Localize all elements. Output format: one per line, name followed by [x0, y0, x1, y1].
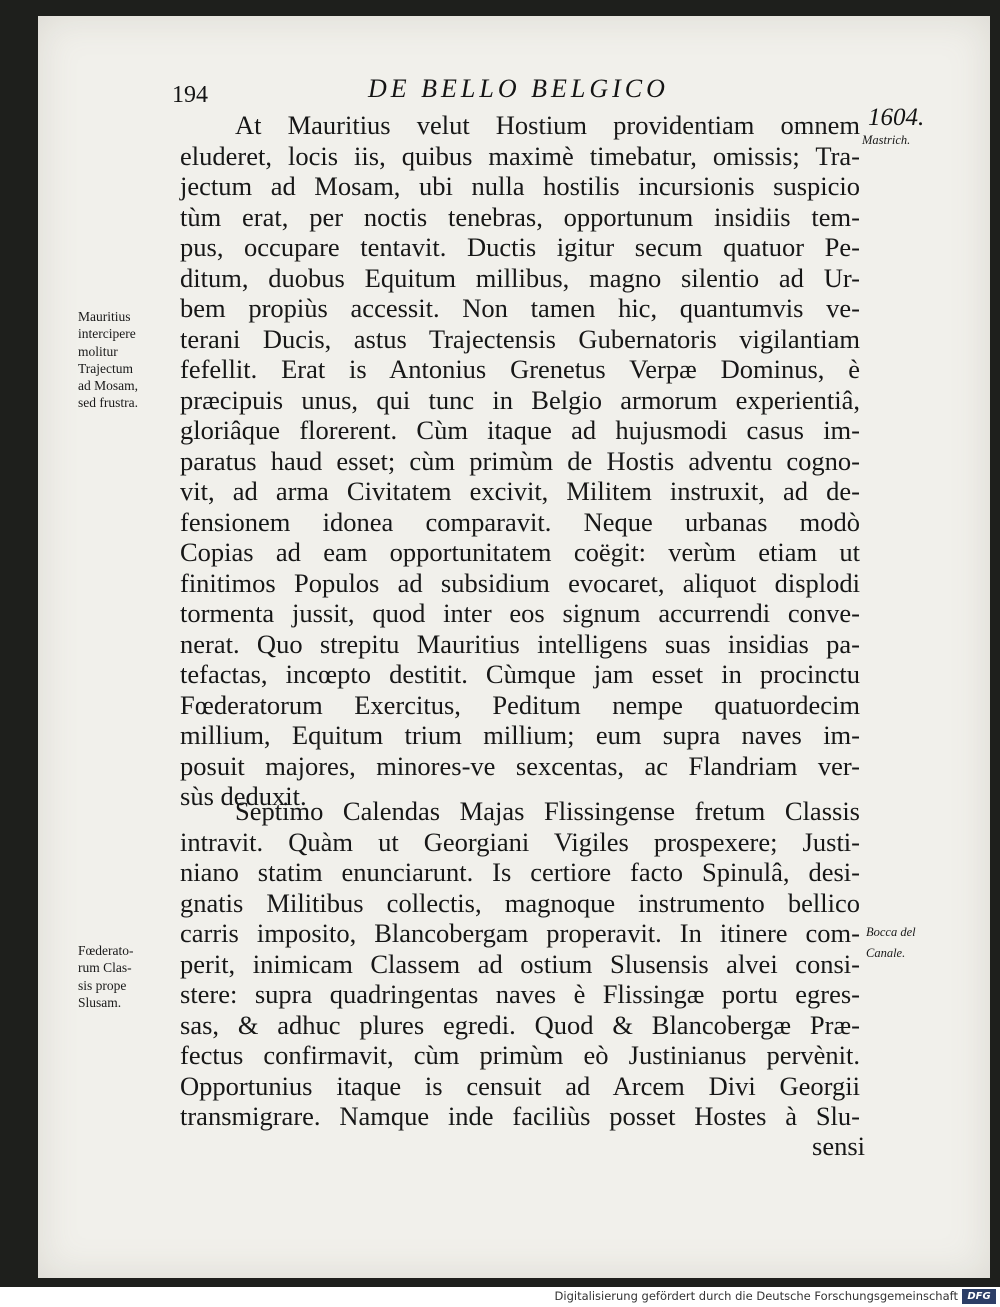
margin-note-mastrich: Mastrich. — [862, 133, 911, 147]
text-line: carris imposito, Blancobergam properavit. In itinere com- — [180, 918, 860, 948]
margin-note-mauritius: Mauritius intercipere molitur Trajectum ad Mosam, sed frustra. — [78, 309, 138, 411]
text-line: At Mauritius velut Hostium providentiam omnem — [235, 110, 860, 140]
text-line: niano statim enunciarunt. Is certiore facto Spinulâ, desi- — [180, 857, 860, 887]
text-line: pus, occupare tentavit. Ductis igitur secum quatuor Pe- — [180, 232, 860, 262]
body-paragraph-1 — [180, 110, 860, 812]
text-line: gloriâque florerent. Cùm itaque ad hujusmodi casus im- — [180, 415, 860, 445]
text-line: terani Ducis, astus Trajectensis Gubernatoris vigilantiam — [180, 323, 860, 354]
text-line: posuit majores, minores-ve sexcentas, ac Flandriam ver- — [180, 750, 860, 781]
text-line: fefellit. Erat is Antonius Grenetus Verpæ Dominus, è — [180, 354, 860, 384]
digitization-footer — [0, 1287, 1000, 1307]
text-line: tormenta jussit, quod inter eos signum accurrendi conve- — [180, 598, 860, 628]
margin-note-foederatorum: Fœderato- rum Clas- sis prope Slusam. — [78, 943, 134, 1010]
text-line: eluderet, locis iis, quibus maximè timebatur, omissis; Tra- — [180, 140, 860, 171]
running-title: DE BELLO BELGICO — [368, 74, 669, 103]
funding-note: Digitalisierung gefördert durch die Deutsche Forschungsgemeinschaft — [554, 1289, 958, 1303]
text-line: perit, inimicam Classem ad ostium Slusensis alvei consi- — [180, 948, 860, 979]
text-line: intravit. Quàm ut Georgiani Vigiles prospexere; Justi- — [180, 826, 860, 857]
dfg-logo: DFG — [962, 1289, 996, 1304]
text-line: Fœderatorum Exercitus, Peditum nempe quatuordecim — [180, 689, 860, 720]
text-line: paratus haud esset; cùm primùm de Hostis adventu cogno- — [180, 445, 860, 476]
text-line: millium, Equitum trium millium; eum supra naves im- — [180, 720, 860, 750]
text-line: Opportunius itaque is censuit ad Arcem Divi Georgii — [180, 1070, 860, 1101]
text-line: Copias ad eam opportunitatem coëgit: verùm etiam ut — [180, 537, 860, 567]
text-line: tùm erat, per noctis tenebras, opportunum insidiis tem- — [180, 201, 860, 232]
year-marginal: 1604. — [868, 104, 925, 131]
catchword: sensi — [812, 1131, 865, 1161]
text-line: finitimos Populos ad subsidium evocaret, aliquot displodi — [180, 567, 860, 598]
text-line: gnatis Militibus collectis, magnoque instrumento bellico — [180, 887, 860, 918]
text-line: sas, & adhuc plures egredi. Quod & Blancobergæ Præ- — [180, 1009, 860, 1040]
text-line: tefactas, incœpto destitit. Cùmque jam esset in procinctu — [180, 659, 860, 689]
body-paragraph-2 — [180, 796, 860, 1132]
text-line: vit, ad arma Civitatem excivit, Militem instruxit, ad de- — [180, 476, 860, 506]
page-number: 194 — [172, 82, 208, 108]
text-line: transmigrare. Namque inde faciliùs posset Hostes à Slu- — [180, 1101, 860, 1131]
text-line: ditum, duobus Equitum millibus, magno silentio ad Ur- — [180, 262, 860, 293]
text-line: fensionem idonea comparavit. Neque urbanas modò — [180, 506, 860, 537]
text-line: nerat. Quo strepitu Mauritius intelligens suas insidias pa- — [180, 628, 860, 659]
text-line: sùs deduxit. — [180, 781, 307, 811]
text-line: Septimo Calendas Majas Flissingense fretum Classis — [235, 796, 860, 826]
text-line: jectum ad Mosam, ubi nulla hostilis incursionis suspicio — [180, 171, 860, 201]
text-line: fectus confirmavit, cùm primùm eò Justinianus pervènit. — [180, 1040, 860, 1070]
text-line: stere: supra quadringentas naves è Flissingæ portu egres- — [180, 979, 860, 1009]
text-line: bem propiùs accessit. Non tamen hic, quantumvis ve- — [180, 293, 860, 323]
text-line: præcipuis unus, qui tunc in Belgio armorum experientiâ, — [180, 384, 860, 415]
margin-note-bocca-del-canale: Bocca del Canale. — [866, 925, 916, 960]
